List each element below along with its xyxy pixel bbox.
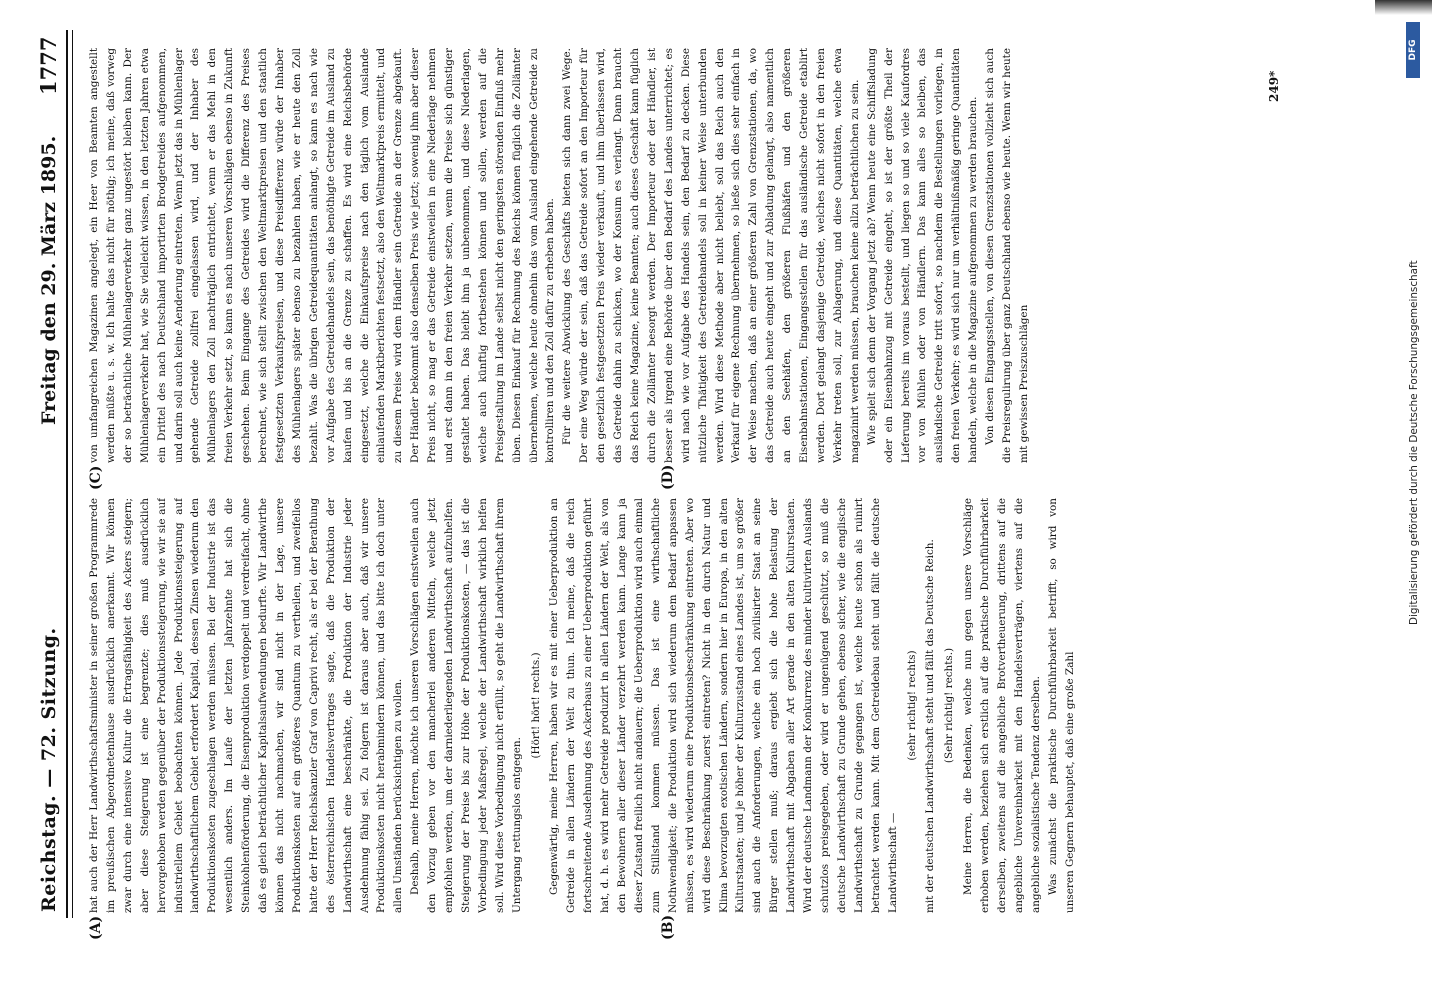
- left-paragraph-3: Gegenwärtig, meine Herren, haben wir es mit einer Ueberproduktion an Getreide in allen Ländern der Welt zu thun. Ich meine, daß die reich fortschreitende Ausdehnung des Ackerbaus zu einer Ueberproduktion geführt hat, d. h. es wird mehr Getreide produzirt in allen Ländern der Welt, als von den Bewohnern aller dieser Länder verzehrt werden kann. Lange kann ja dieser Zustand freilich nicht andauern; die Ueberproduktion wird auch einmal zum Stillstand kommen müssen. Das ist eine wirthschaftliche Nothwendigkeit; die Produktion wird sich wiederum dem Bedarf anpassen müssen, es wird wiederum eine Produktionsbeschränkung eintreten. Aber wo wird diese Beschränkung zuerst eintreten? Nicht in den durch Natur und Klima bevorzugten exotischen Ländern, sondern hier in Europa, in den alten Kulturstaaten; und je höher der Kulturzustand eines Landes ist, um so größer sind auch die Anforderungen, welche ein hoch zivilisirter Staat an seine Bürger stellen muß; daraus ergiebt sich die hohe Belastung der Landwirthschaft mit Abgaben aller Art gerade in den alten Kulturstaaten. Wird der deutsche Landmann der Konkurrenz des minder kultivirten Auslands schutzlos preisgegeben, oder wird er ungenügend geschützt, so muß die deutsche Landwirthschaft zu Grunde gehen, ebenso sicher, wie die englische Landwirthschaft zu Grunde gegangen ist, welche heute schon als ruinirt betrachtet werden kann. Mit dem Getreidebau steht und fällt die deutsche Landwirthschaft —: [548, 498, 899, 913]
- left-paragraph-8: Was zunächst die praktische Durchführbarkeit betrifft, so wird von unseren Gegnern behauptet, daß eine große Zahl: [1046, 498, 1076, 913]
- dfg-logo-badge[interactable]: DFG: [1406, 22, 1420, 78]
- page-header: [0, 0, 70, 1000]
- header-rule: [66, 30, 68, 918]
- digitization-credit: Digitalisierung gefördert durch die Deutsche Forschungsgemeinschaft: [1408, 260, 1420, 625]
- left-paragraph-0: hat auch der Herr Landwirthschaftsminister in seiner großen Programmrede im preußischen Abgeordnetenhause ausdrücklich anerkannt. Wir können zwar durch eine intensive Kultur die Ertragsfähigkeit des Ackers steigern; aber diese Steigerung ist eine begrenzte; dies muß ausdrücklich hervorgehoben werden gegenüber der Produktionssteigerung, wie wir sie auf industriellem Gebiet beobachten können. Jede Produktionssteigerung auf landwirthschaftlichem Gebiet erfordert Kapital, dessen Zinsen wiederum den Produktionskosten zugeschlagen werden müssen. Bei der Industrie ist das wesentlich anders. Im Laufe der letzten Jahrzehnte hat sich die Steinkohlenförderung, die Eisenproduktion verdoppelt und verdreifacht, ohne daß es gleich beträchtlicher Kapitalsaufwendungen bedurfte. Wir Landwirthe können das nicht nachmachen, wir sind nicht in der Lage, unsere Produktionskosten auf ein größeres Quantum zu vertheilen, und zweifellos hatte der Herr Reichskanzler Graf von Caprivi recht, als er bei der Berathung des österreichischen Handelsvertrages sagte, daß die Produktion der Landwirthschaft eine beschränkte, die Produktion der Industrie jeder Ausdehnung fähig sei. Zu folgern ist daraus aber auch, daß wir unsere Produktionskosten nicht herabmindern können, und das bitte ich doch unter allen Umständen berücksichtigen zu wollen.: [88, 498, 405, 913]
- left-text-column: [86, 498, 1236, 913]
- header-date: Freitag den 29. März 1895.: [38, 135, 60, 425]
- right-paragraph-3: Von diesen Eingangsstellen, von diesen Grenzstationen vollzieht sich auch die Preisregulirung über ganz Deutschland ebenso wie heute. Wenn wir heute mit gewissen Preiszuschlägen: [984, 48, 1030, 463]
- margin-marker-c: (C): [88, 465, 104, 490]
- signature-mark: 249*: [1267, 70, 1281, 102]
- left-paragraph-5: mit der deutschen Landwirthschaft steht und fällt das Deutsche Reich.: [924, 539, 937, 913]
- right-paragraph-1: Für die weitere Abwicklung des Geschäfts bieten sich dann zwei Wege. Der eine Weg würde der sein, daß das Getreide sofort an den Importeur für den gesetzlich festgesetzten Preis wieder verkauft, und ihm überlassen wird, das Getreide dahin zu schicken, wo der Konsum es verlangt. Dann braucht das Reich keine Magazine, keine Beamten; auch dieses Geschäft kann füglich durch die Zollämter besorgt werden. Der Importeur oder der Händler, ist besser als irgend eine Behörde über den Bedarf des Landes unterrichtet; es wird nach wie vor Aufgabe des Handels sein, den Bedarf zu decken. Diese nützliche Thätigkeit des Getreidehandels soll in keiner Weise unterbunden werden. Wird diese Methode aber nicht beliebt, soll das Reich auch den Verkauf für eigene Rechnung übernehmen, so ließe sich dies sehr einfach in der Weise machen, daß an einer größeren Zahl von Grenzstationen, da, wo das Getreide auch heute eingeht und zur Abladung gelangt, also namentlich an den Seehäfen, den größeren Flußhäfen und den größeren Eisenbahnstationen, Eingangsstellen für das ausländische Getreide etablirt werden. Dort gelangt dasjenige Getreide, welches nicht sofort in den freien Verkehr treten soll, zur Ablagerung, und diese Quantitäten, welche etwa magazinirt werden müssen, brauchen keine allzu beträchtlichen zu sein.: [561, 48, 861, 463]
- left-paragraph-6: (Sehr richtig! rechts.): [943, 647, 956, 764]
- right-paragraph-2: Wie spielt sich denn der Vorgang jetzt ab? Wenn heute eine Schiffsladung oder ein Eisenbahnzug mit Getreide eingeht, so ist der größte Theil der Lieferung bereits im voraus bestellt, und liegen so und so viele Kaufordres vor von Mühlen oder von Händlern. Das kann alles so bleiben, das ausländische Getreide tritt sofort, so nachdem die Bestellungen vorliegen, in den freien Verkehr; es wird sich nur um verhältnißmäßig geringe Quantitäten handeln, welche in die Magazine aufgenommen zu werden brauchen.: [865, 48, 980, 463]
- margin-marker-d: (D): [660, 464, 676, 490]
- margin-marker-b: (B): [660, 914, 676, 940]
- scan-edge-shadow: [1375, 0, 1432, 15]
- right-paragraph-0: von umfangreichen Magazinen angelegt, ein Heer von Beamten angestellt werden müßte u. s. w. Ich halte das nicht für nöthig; ich meine, daß vorweg der so beträchtliche Mühlenlagerverkehr ganz ungestört bleiben kann. Der Mühlenlagerverkehr hat, wie Sie vielleicht wissen, in den letzten Jahren etwa ein Drittel des nach Deutschland importirten Brodgetreides aufgenommen, und darin soll auch keine Aenderung eintreten. Wenn jetzt das in Mühlenlager gehende Getreide zollfrei eingelassen wird, und der Inhaber des Mühlenlagers den Zoll nachträglich entrichtet, wenn er das Mehl in den freien Verkehr setzt, so kann es nach unseren Vorschlägen ebenso in Zukunft geschehen. Beim Eingange des Getreides wird die Differenz des Preises berechnet, wie sich stellt zwischen den Weltmarktpreisen und den staatlich festgesetzten Verkaufspreisen, und diese Preisdifferenz würde der Inhaber des Mühlenlagers später ebenso zu bezahlen haben, wie er heute den Zoll bezahlt. Was die übrigen Getreidequantitäten anlangt, so kann es nach wie vor Aufgabe des Getreidehandels sein, das benöthigte Getreide im Ausland zu kaufen und bis an die Grenze zu schaffen. Es wird eine Reichsbehörde eingesetzt, welche die Einkaufspreise nach den täglich vom Auslande einlaufenden Marktberichten festsetzt, also den Weltmarktpreis ermittelt, und zu diesem Preise wird dem Händler sein Getreide an der Grenze abgekauft. Der Händler bekommt also denselben Preis wie jetzt; sowenig ihm aber dieser Preis nicht, so mag er das Getreide einstweilen in eine Niederlage nehmen und erst dann in den freien Verkehr setzen, wenn die Preise sich günstiger gestaltet haben. Das bleibt ihm ja unbenommen, und diese Niederlagen, welche auch künftig fortbestehen können und sollen, werden auf die Preisgestaltung im Lande selbst nicht den geringsten störenden Einfluß mehr üben. Diesen Einkauf für Rechnung des Reichs können füglich die Zollämter übernehmen, welche heute ohnehin das vom Ausland eingehende Getreide zu kontrolliren und den Zoll dafür zu erheben haben.: [88, 48, 557, 463]
- right-text-column: [86, 48, 1246, 463]
- left-paragraph-4: (sehr richtig! rechts): [905, 650, 918, 761]
- header-rule-thin: [72, 30, 73, 918]
- left-paragraph-7: Meine Herren, die Bedenken, welche nun gegen unsere Vorschläge erhoben werden, beziehen sich erstlich auf die praktische Durchführbarkeit derselben, zweitens auf die angebliche Brotvertheuerung, drittens auf die angebliche Unvereinbarkeit mit den Handelsverträgen, viertens auf die angebliche sozialistische Tendenz derselben.: [962, 498, 1042, 913]
- margin-marker-a: (A): [88, 915, 104, 940]
- left-paragraph-1: Deshalb, meine Herren, möchte ich unseren Vorschlägen einstweilen auch den Vorzug geben vor den mancherlei anderen Mitteln, welche jetzt empfohlen werden, um der darniederliegenden Landwirthschaft aufzuhelfen. Steigerung der Preise bis zur Höhe der Produktionskosten, — das ist die Vorbedingung jeder Maßregel, welche der Landwirthschaft wirklich helfen soll. Wird diese Vorbedingung nicht erfüllt, so geht die Landwirthschaft ihrem Untergang rettungslos entgegen.: [409, 498, 523, 913]
- header-session: Reichstag. — 72. Sitzung.: [38, 627, 60, 912]
- left-paragraph-2: (Hört! hört! rechts.): [529, 652, 542, 759]
- page-number: 1777: [36, 36, 61, 95]
